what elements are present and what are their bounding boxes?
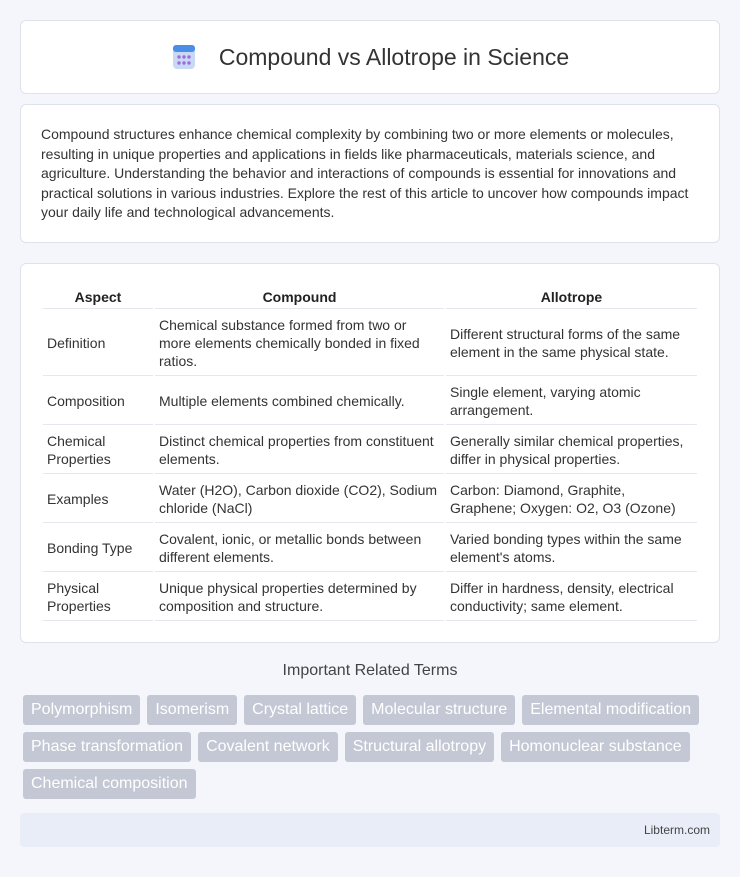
related-terms-list [23, 695, 717, 799]
table-row [43, 525, 697, 572]
comparison-table [41, 284, 699, 623]
related-term-tag[interactable]: Phase transformation [23, 732, 191, 762]
cell-allotrope: Differ in hardness, density, electrical conductivity; same element. [446, 574, 697, 621]
table-row [43, 427, 697, 474]
cell-aspect: Composition [43, 378, 153, 425]
footer-site-link[interactable]: Libterm.com [643, 823, 710, 837]
comparison-table-card [20, 263, 720, 643]
cell-compound: Multiple elements combined chemically. [155, 378, 444, 425]
related-terms-title: Important Related Terms [282, 662, 458, 679]
cell-compound: Unique physical properties determined by composition and structure. [155, 574, 444, 621]
related-term-tag[interactable]: Structural allotropy [345, 732, 494, 762]
cell-aspect: Bonding Type [43, 525, 153, 572]
table-row [43, 574, 697, 621]
cell-compound: Distinct chemical properties from constituent elements. [155, 427, 444, 474]
related-term-tag[interactable]: Isomerism [147, 695, 237, 725]
cell-compound: Water (H2O), Carbon dioxide (CO2), Sodium chloride (NaCl) [155, 476, 444, 523]
cell-aspect: Definition [43, 311, 153, 376]
related-term-tag[interactable]: Crystal lattice [244, 695, 356, 725]
title-card [20, 20, 720, 94]
table-row [43, 311, 697, 376]
cell-allotrope: Generally similar chemical properties, differ in physical properties. [446, 427, 697, 474]
cell-allotrope: Single element, varying atomic arrangement. [446, 378, 697, 425]
cell-compound: Chemical substance formed from two or more elements chemically bonded in fixed ratios. [155, 311, 444, 376]
table-header-row [43, 286, 697, 309]
cell-allotrope: Different structural forms of the same element in the same physical state. [446, 311, 697, 376]
page-title: Compound vs Allotrope in Science [218, 43, 570, 70]
cell-aspect: Chemical Properties [43, 427, 153, 474]
related-term-tag[interactable]: Chemical composition [23, 769, 196, 799]
header-compound: Compound [155, 286, 444, 309]
footer [20, 813, 720, 847]
cell-aspect: Physical Properties [43, 574, 153, 621]
intro-paragraph: Compound structures enhance chemical complexity by combining two or more elements or molecules, resulting in unique properties and applications in fields like pharmaceuticals, materials science, and agriculture. Understanding the behavior and interactions of compounds is essential for innovations and practical solutions in various industries. Explore the rest of this article to uncover how compounds impact your daily life and technological advancements. [41, 126, 689, 220]
cell-allotrope: Carbon: Diamond, Graphite, Graphene; Oxygen: O2, O3 (Ozone) [446, 476, 697, 523]
header-allotrope: Allotrope [446, 286, 697, 309]
related-term-tag[interactable]: Covalent network [198, 732, 338, 762]
table-row [43, 378, 697, 425]
related-term-tag[interactable]: Homonuclear substance [501, 732, 690, 762]
related-term-tag[interactable]: Elemental modification [522, 695, 699, 725]
related-term-tag[interactable]: Molecular structure [363, 695, 515, 725]
cell-allotrope: Varied bonding types within the same element's atoms. [446, 525, 697, 572]
intro-card [20, 104, 720, 243]
header-aspect: Aspect [43, 286, 153, 309]
cell-compound: Covalent, ionic, or metallic bonds between different elements. [155, 525, 444, 572]
cell-aspect: Examples [43, 476, 153, 523]
related-term-tag[interactable]: Polymorphism [23, 695, 140, 725]
calculator-icon [171, 44, 197, 70]
table-row [43, 476, 697, 523]
